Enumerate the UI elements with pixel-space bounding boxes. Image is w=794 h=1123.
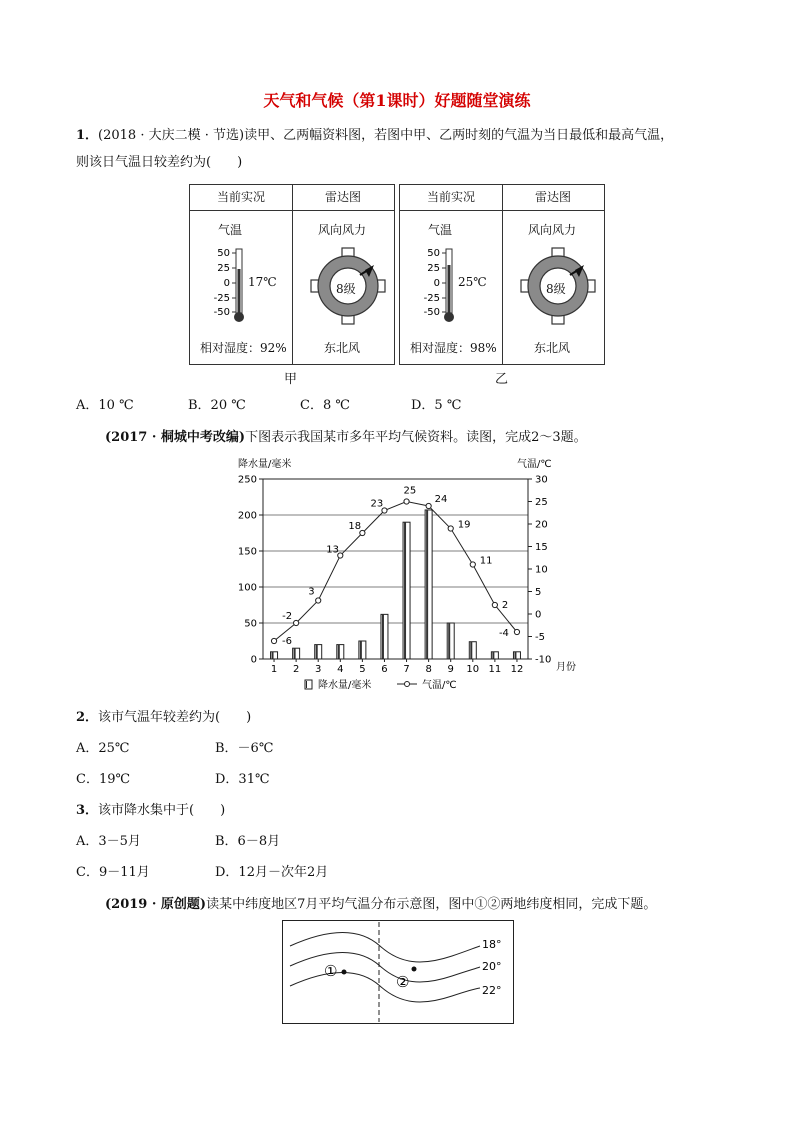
temp-label: 气温 bbox=[218, 223, 243, 237]
intro-q4-text: 读某中纬度地区7月平均气温分布示意图，图中①②两地纬度相同，完成下题。 bbox=[206, 897, 657, 912]
temp-data-label: 11 bbox=[479, 555, 493, 567]
y-right-tick-label: 20 bbox=[535, 519, 548, 531]
y-left-tick-label: 250 bbox=[237, 474, 257, 486]
chart-ylabel-left: 降水量/毫米 bbox=[238, 459, 292, 470]
y-right-tick-label: 15 bbox=[535, 542, 548, 553]
wind-label: 风向风力 bbox=[318, 223, 367, 237]
precip-bar-shade bbox=[316, 645, 318, 659]
y-right-tick-label: 0 bbox=[535, 609, 542, 621]
intro-q4 bbox=[105, 895, 656, 915]
weather-panel-jia bbox=[189, 184, 395, 365]
q3-option-d: D．12月－次年2月 bbox=[215, 865, 329, 880]
panel-header-radar: 雷达图 bbox=[502, 185, 604, 211]
temp-label: 气温 bbox=[428, 223, 453, 237]
question-1-text: 读甲、乙两幅资料图，若图中甲、乙两时刻的气温为当日最低和最高气温， bbox=[244, 128, 674, 143]
q2-option-d: D．31℃ bbox=[215, 772, 270, 787]
x-tick-label: 2 bbox=[292, 664, 300, 675]
chart-ylabel-right: 气温/℃ bbox=[517, 459, 552, 470]
temp-tick: -50 bbox=[423, 307, 440, 318]
legend-line-marker bbox=[405, 682, 410, 687]
point-2-dot bbox=[412, 967, 417, 972]
y-left-tick-label: 50 bbox=[244, 618, 257, 630]
point-1-dot bbox=[342, 970, 347, 975]
temp-tick: 50 bbox=[427, 248, 440, 259]
temp-tick: -25 bbox=[213, 293, 230, 304]
temp-data-label: 19 bbox=[457, 519, 471, 531]
x-tick-label: 3 bbox=[315, 664, 322, 675]
precip-bar-shade bbox=[272, 652, 274, 659]
question-1-source: (2018 · 大庆二模 · 节选) bbox=[98, 128, 245, 143]
panel-divider bbox=[502, 210, 503, 364]
panel-divider bbox=[292, 210, 293, 364]
x-tick-label: 5 bbox=[359, 664, 366, 675]
humidity-value: 相对湿度：92% bbox=[200, 341, 287, 355]
temp-data-label: -6 bbox=[282, 636, 293, 647]
y-left-tick-label: 200 bbox=[237, 510, 257, 522]
y-right-tick-label: -5 bbox=[535, 632, 545, 643]
wind-direction: 东北风 bbox=[324, 341, 361, 355]
precip-bar-shade bbox=[514, 652, 516, 659]
question-2-text: 该市气温年较差约为( ) bbox=[98, 710, 252, 725]
temp-data-label: 13 bbox=[326, 544, 340, 556]
question-2 bbox=[76, 708, 251, 728]
temp-line bbox=[274, 502, 517, 642]
temperature-value: 17℃ bbox=[248, 275, 277, 289]
precip-bar-shade bbox=[382, 614, 384, 659]
precip-bar-shade bbox=[470, 642, 472, 659]
wind-level: 8级 bbox=[336, 282, 356, 296]
x-tick-label: 11 bbox=[488, 664, 502, 675]
chart-grid bbox=[263, 515, 528, 623]
question-1-line2: 则该日气温日较差约为( ) bbox=[76, 155, 243, 170]
q3-option-c: C．9－11月 bbox=[76, 865, 150, 880]
temp-point bbox=[271, 638, 276, 643]
question-3 bbox=[76, 801, 225, 821]
temp-data-label: 24 bbox=[434, 494, 448, 505]
intro-q4-source: (2019 · 原创题) bbox=[105, 897, 207, 912]
x-tick-label: 7 bbox=[403, 664, 410, 675]
intro-q2-3 bbox=[105, 428, 587, 448]
legend-bar-label: 降水量/毫米 bbox=[318, 680, 372, 691]
q3-option-b: B．6－8月 bbox=[215, 834, 281, 849]
panel-header-current: 当前实况 bbox=[190, 185, 293, 211]
y-right-tick-label: 30 bbox=[535, 474, 548, 486]
precip-bar-shade bbox=[404, 522, 406, 659]
y-right-tick-label: 5 bbox=[535, 587, 542, 598]
humidity-value: 相对湿度：98% bbox=[410, 341, 497, 355]
temp-tick: 25 bbox=[427, 263, 440, 274]
intro-q2-3-source: (2017 · 桐城中考改编) bbox=[105, 430, 246, 445]
temp-data-label: 3 bbox=[308, 586, 315, 598]
q1-option-d: D．5 ℃ bbox=[411, 398, 462, 413]
wind-level: 8级 bbox=[546, 282, 566, 296]
chart-bars bbox=[271, 510, 521, 659]
temp-data-label: 25 bbox=[403, 485, 417, 497]
question-2-number: 2． bbox=[76, 710, 99, 725]
legend-line-label: 气温/℃ bbox=[422, 680, 457, 691]
temp-data-label: 2 bbox=[501, 600, 509, 611]
isotherm-label-22: 22° bbox=[482, 984, 502, 997]
precip-bar-shade bbox=[360, 641, 362, 659]
temp-data-label: 18 bbox=[348, 521, 362, 532]
q1-option-a: A．10 ℃ bbox=[76, 398, 134, 413]
precip-bar-shade bbox=[492, 652, 494, 659]
x-tick-label: 1 bbox=[270, 664, 278, 675]
isotherm-label-18: 18° bbox=[482, 938, 502, 951]
y-left-tick-label: 0 bbox=[250, 654, 257, 666]
x-tick-label: 8 bbox=[425, 664, 432, 675]
x-tick-label: 9 bbox=[447, 664, 454, 675]
temp-tick: -25 bbox=[423, 293, 440, 304]
temp-point bbox=[514, 629, 519, 634]
temp-tick: 0 bbox=[223, 278, 230, 289]
q1-option-b: B．20 ℃ bbox=[188, 398, 246, 413]
temp-point bbox=[316, 598, 321, 603]
point-1-label: ① bbox=[324, 962, 338, 980]
temp-tick: 50 bbox=[217, 248, 230, 259]
panel-caption-jia: 甲 bbox=[284, 372, 298, 387]
panel-header-radar: 雷达图 bbox=[292, 185, 394, 211]
question-3-number: 3． bbox=[76, 803, 99, 818]
y-right-tick-label: -10 bbox=[535, 654, 552, 666]
temp-point bbox=[492, 602, 497, 607]
wind-label: 风向风力 bbox=[528, 223, 577, 237]
question-1-line1 bbox=[76, 126, 673, 146]
q2-option-a: A．25℃ bbox=[76, 741, 130, 756]
q1-option-c: C．8 ℃ bbox=[300, 398, 350, 413]
y-right-tick-label: 25 bbox=[535, 497, 548, 508]
precip-bar-shade bbox=[448, 623, 450, 659]
precip-bar-shade bbox=[338, 645, 340, 659]
temp-tick: 0 bbox=[433, 278, 440, 289]
temp-point bbox=[448, 526, 453, 531]
temp-data-label: -4 bbox=[498, 628, 509, 639]
temperature-value: 25℃ bbox=[458, 275, 487, 289]
weather-panel-yi bbox=[399, 184, 605, 365]
q3-option-a: A．3－5月 bbox=[76, 834, 141, 849]
temp-tick: -50 bbox=[213, 307, 230, 318]
precip-bar-shade bbox=[426, 510, 428, 659]
y-left-tick-label: 150 bbox=[237, 546, 257, 558]
x-tick-label: 4 bbox=[337, 664, 344, 675]
x-tick-label: 12 bbox=[510, 664, 524, 675]
temp-point bbox=[294, 620, 299, 625]
point-2-label: ② bbox=[396, 973, 410, 991]
chart-xlabel: 月份 bbox=[556, 662, 576, 673]
climate-chart bbox=[225, 455, 585, 695]
temp-point bbox=[426, 503, 431, 508]
y-right-tick-label: 10 bbox=[535, 564, 548, 576]
question-3-text: 该市降水集中于( ) bbox=[98, 803, 226, 818]
intro-q2-3-text: 下图表示我国某市多年平均气候资料。读图，完成2～3题。 bbox=[245, 430, 587, 445]
isotherm-diagram bbox=[282, 920, 514, 1024]
panel-header-current: 当前实况 bbox=[400, 185, 503, 211]
x-tick-label: 10 bbox=[466, 664, 480, 675]
temp-tick: 25 bbox=[217, 263, 230, 274]
y-left-tick-label: 100 bbox=[237, 582, 257, 594]
temp-data-label: 23 bbox=[370, 498, 384, 510]
x-tick-label: 6 bbox=[381, 664, 388, 675]
temp-data-label: -2 bbox=[282, 611, 293, 622]
question-1-number: 1． bbox=[76, 128, 99, 143]
q2-option-c: C．19℃ bbox=[76, 772, 131, 787]
wind-direction: 东北风 bbox=[534, 341, 571, 355]
temp-point bbox=[404, 499, 409, 504]
q2-option-b: B．－6℃ bbox=[215, 741, 274, 756]
isotherm-label-20: 20° bbox=[482, 960, 502, 973]
page-title: 天气和气候（第1课时）好题随堂演练 bbox=[263, 91, 531, 110]
panel-caption-yi: 乙 bbox=[495, 372, 509, 387]
temp-point bbox=[470, 562, 475, 567]
precip-bar-shade bbox=[294, 648, 296, 659]
